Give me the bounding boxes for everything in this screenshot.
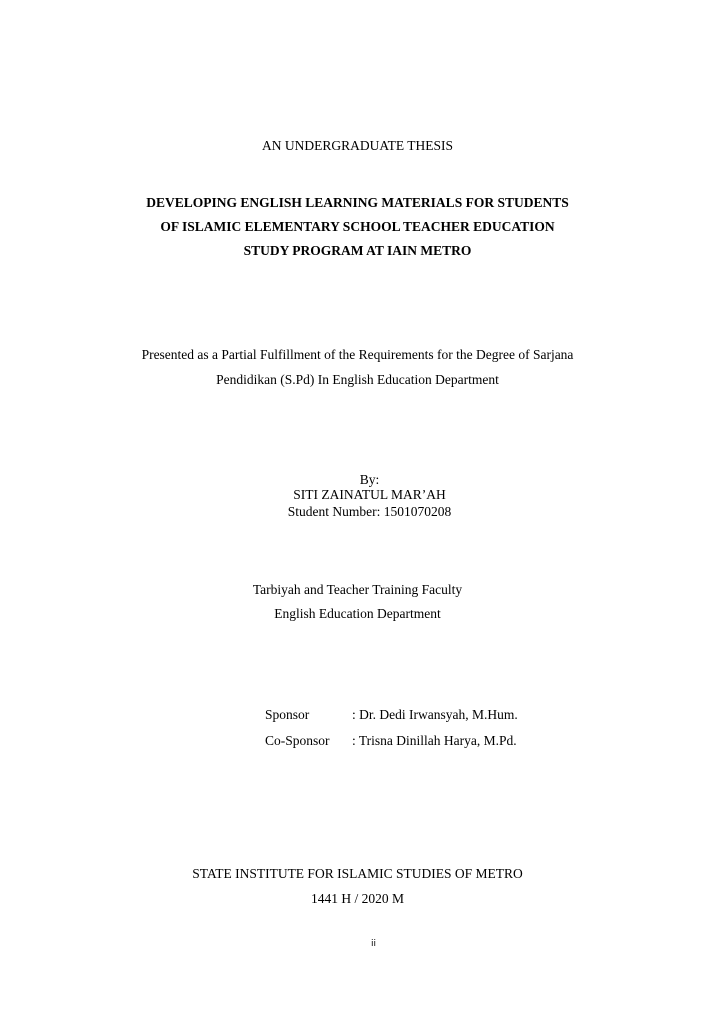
student-number: Student Number: 1501070208 xyxy=(287,504,452,519)
cosponsor-value: : Trisna Dinillah Harya, M.Pd. xyxy=(352,733,517,748)
sponsor-row xyxy=(265,707,518,723)
faculty-name: Tarbiyah and Teacher Training Faculty xyxy=(252,582,463,597)
sponsor-label: Sponsor xyxy=(265,707,310,722)
sponsor-value: : Dr. Dedi Irwansyah, M.Hum. xyxy=(352,707,518,722)
purpose-statement-line-1: Presented as a Partial Fulfillment of the Requirements for the Degree of Sarjana xyxy=(141,347,574,362)
author-name: SITI ZAINATUL MAR’AH xyxy=(293,487,446,502)
purpose-statement-line-2: Pendidikan (S.Pd) In English Education Department xyxy=(216,372,499,387)
thesis-title-line-2: OF ISLAMIC ELEMENTARY SCHOOL TEACHER EDUCATION xyxy=(160,219,555,234)
institute-name: STATE INSTITUTE FOR ISLAMIC STUDIES OF METRO xyxy=(192,866,523,881)
department-name: English Education Department xyxy=(274,606,441,621)
cosponsor-label: Co-Sponsor xyxy=(265,733,330,748)
by-label: By: xyxy=(359,472,380,487)
cosponsor-row xyxy=(265,733,517,749)
year: 1441 H / 2020 M xyxy=(310,891,404,906)
thesis-title-line-3: STUDY PROGRAM AT IAIN METRO xyxy=(243,243,472,258)
thesis-title-line-1: DEVELOPING ENGLISH LEARNING MATERIALS FOR STUDENTS xyxy=(146,195,569,210)
page-number: ii xyxy=(370,939,376,949)
thesis-type-heading: AN UNDERGRADUATE THESIS xyxy=(261,138,453,153)
